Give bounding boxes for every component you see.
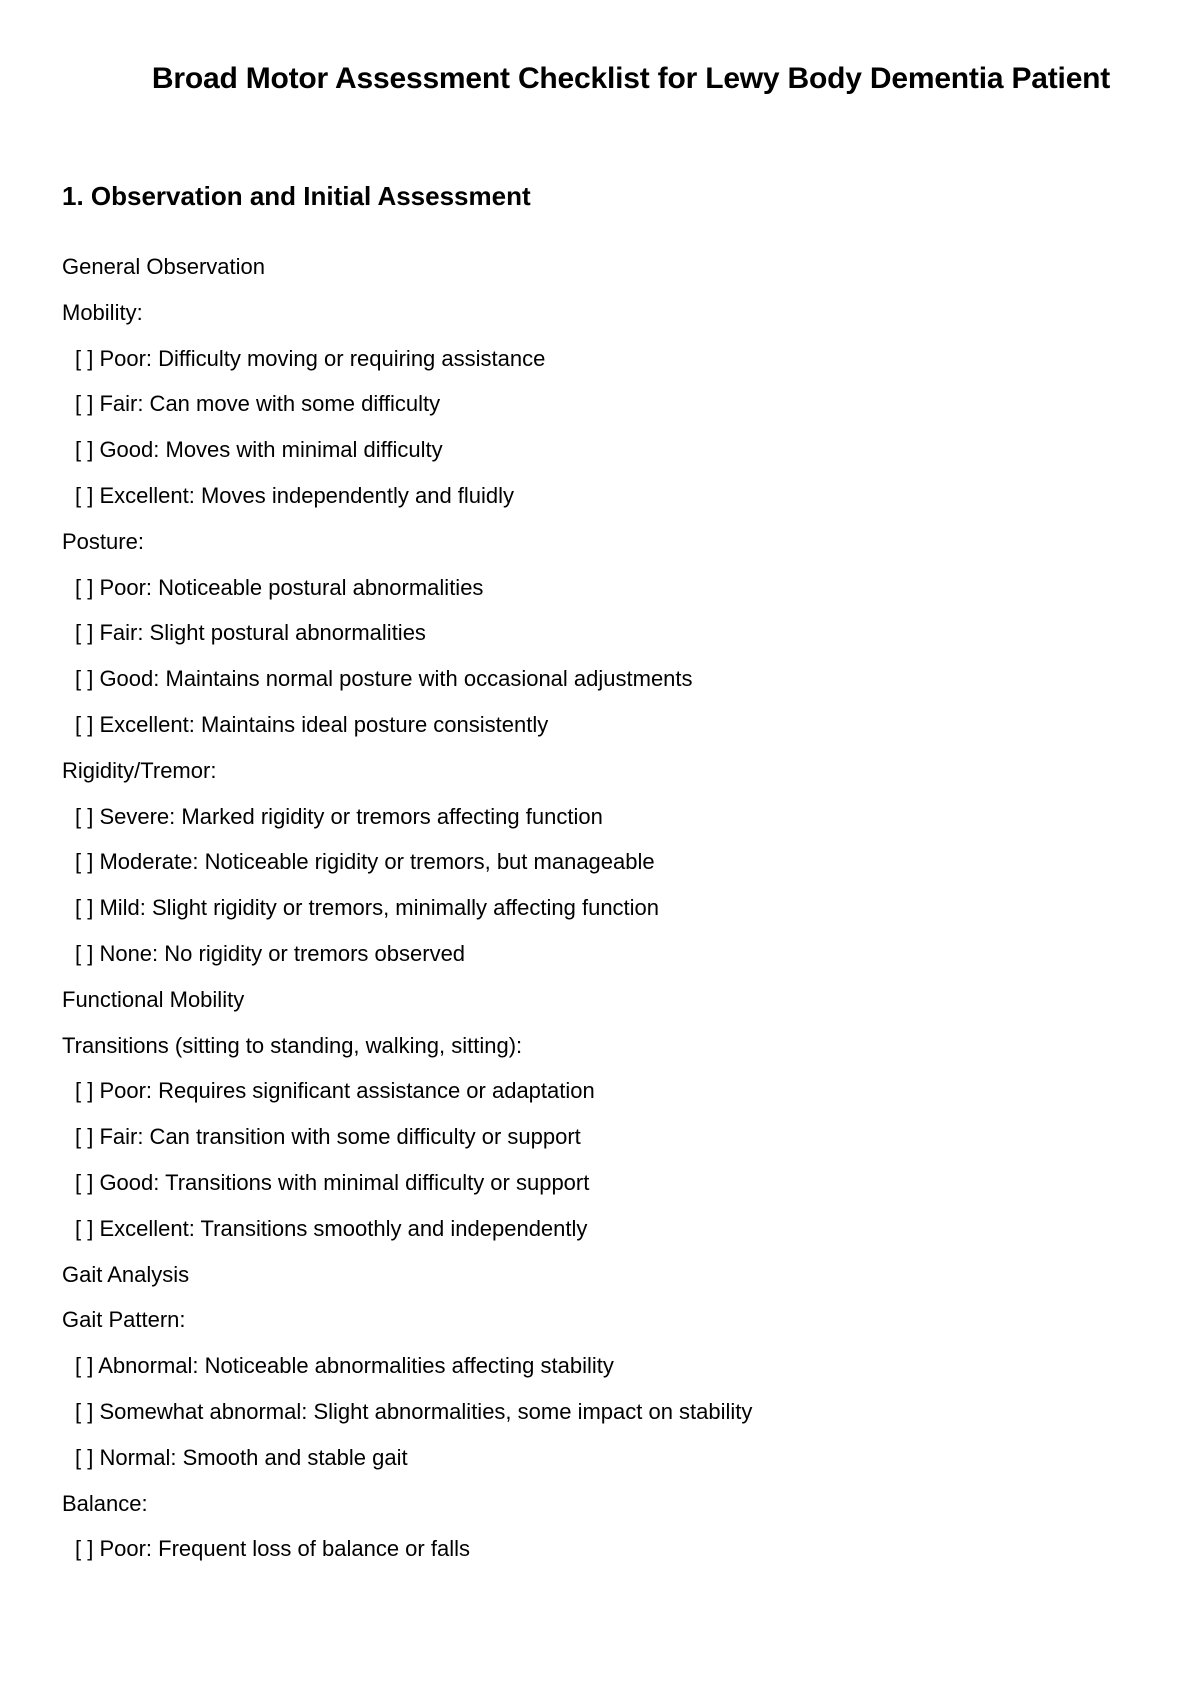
criterion-label: Balance:: [62, 1490, 148, 1516]
checklist-option[interactable]: [ ] Fair: Can move with some difficulty: [75, 391, 441, 417]
checklist-option[interactable]: [ ] Poor: Difficulty moving or requiring assistance: [75, 345, 546, 371]
criterion-label: Mobility:: [62, 299, 143, 325]
checklist-option[interactable]: [ ] Somewhat abnormal: Slight abnormalities, some impact on stability: [75, 1398, 753, 1424]
checklist-body: [62, 252, 1142, 1580]
checklist-option[interactable]: [ ] Good: Moves with minimal difficulty: [75, 437, 443, 463]
document-title: Broad Motor Assessment Checklist for Lewy Body Dementia Patient: [151, 62, 1111, 95]
checklist-option[interactable]: [ ] Excellent: Transitions smoothly and independently: [75, 1215, 588, 1241]
checklist-option[interactable]: [ ] Poor: Requires significant assistance or adaptation: [75, 1078, 595, 1104]
checklist-option[interactable]: [ ] Fair: Slight postural abnormalities: [75, 620, 426, 646]
section-heading: 1. Observation and Initial Assessment: [62, 181, 531, 211]
checklist-option[interactable]: [ ] Excellent: Maintains ideal posture consistently: [75, 711, 549, 737]
checklist-option[interactable]: [ ] Poor: Frequent loss of balance or falls: [75, 1536, 470, 1562]
checklist-option[interactable]: [ ] Fair: Can transition with some difficulty or support: [75, 1124, 581, 1150]
checklist-option[interactable]: [ ] Poor: Noticeable postural abnormalities: [75, 574, 484, 600]
checklist-option[interactable]: [ ] Normal: Smooth and stable gait: [75, 1444, 408, 1470]
subsection-heading: Functional Mobility: [62, 986, 245, 1012]
subsection-heading: Gait Analysis: [62, 1261, 190, 1287]
criterion-label: Transitions (sitting to standing, walking, sitting):: [62, 1032, 523, 1058]
checklist-option[interactable]: [ ] Mild: Slight rigidity or tremors, minimally affecting function: [75, 895, 660, 921]
checklist-option[interactable]: [ ] None: No rigidity or tremors observed: [75, 940, 466, 966]
checklist-option[interactable]: [ ] Good: Maintains normal posture with occasional adjustments: [75, 666, 693, 692]
criterion-label: Rigidity/Tremor:: [62, 757, 217, 783]
criterion-label: Gait Pattern:: [62, 1307, 186, 1333]
checklist-option[interactable]: [ ] Excellent: Moves independently and fluidly: [75, 482, 515, 508]
subsection-heading: General Observation: [62, 254, 265, 279]
checklist-option[interactable]: [ ] Severe: Marked rigidity or tremors affecting function: [75, 803, 603, 829]
checklist-option[interactable]: [ ] Moderate: Noticeable rigidity or tremors, but manageable: [75, 849, 655, 875]
checklist-option[interactable]: [ ] Good: Transitions with minimal difficulty or support: [75, 1169, 590, 1195]
criterion-label: Posture:: [62, 528, 144, 554]
checklist-option[interactable]: [ ] Abnormal: Noticeable abnormalities affecting stability: [75, 1353, 614, 1379]
